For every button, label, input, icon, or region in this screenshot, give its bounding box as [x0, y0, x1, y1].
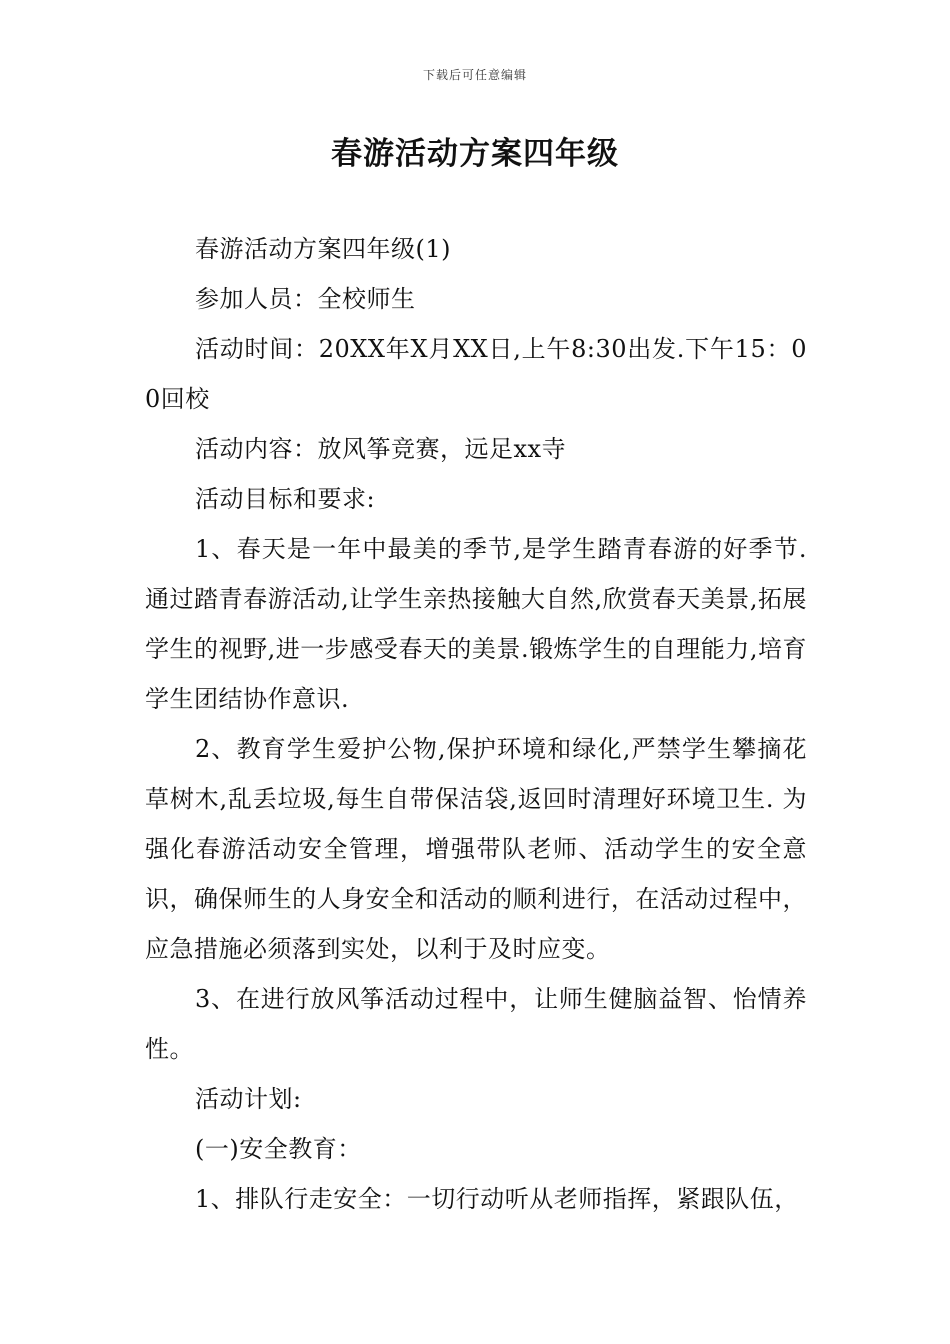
paragraph-safety-1: 1、排队行走安全：一切行动听从老师指挥，紧跟队伍，	[195, 1185, 799, 1213]
paragraph-goals-heading: 活动目标和要求:	[195, 485, 376, 513]
paragraph-goal-2: 2、教育学生爱护公物,保护环境和绿化,严禁学生攀摘花草树木,乱丢垃圾,每生自带保洁袋,返回时清理好环境卫生. 为强化春游活动安全管理，增强带队老师、活动学生的安全意识，确保师生的人身安全和活动的顺利进行，在活动过程中，应急措施必须落到实处，以利于及时应变。	[145, 735, 807, 963]
header-note: 下载后可任意编辑	[422, 68, 527, 82]
paragraph-time: 活动时间：20XX年X月XX日,上午8:30出发.下午15：00回校	[145, 335, 807, 413]
paragraph-goal-1: 1、春天是一年中最美的季节,是学生踏青春游的好季节.通过踏青春游活动,让学生亲热接触大自然,欣赏春天美景,拓展学生的视野,进一步感受春天的美景.锻炼学生的自理能力,培育学生团结协作意识.	[145, 535, 807, 713]
document-body	[145, 224, 807, 1224]
paragraph-subtitle: 春游活动方案四年级(1)	[195, 235, 451, 263]
paragraph-plan-heading: 活动计划:	[195, 1085, 302, 1113]
paragraph-goal-3: 3、在进行放风筝活动过程中，让师生健脑益智、怡情养性。	[145, 985, 807, 1063]
paragraph-safety-heading: (一)安全教育：	[195, 1135, 362, 1163]
paragraph-content: 活动内容：放风筝竞赛，远足xx寺	[195, 435, 567, 463]
document-title: 春游活动方案四年级	[331, 136, 619, 172]
paragraph-participants: 参加人员：全校师生	[195, 285, 416, 313]
